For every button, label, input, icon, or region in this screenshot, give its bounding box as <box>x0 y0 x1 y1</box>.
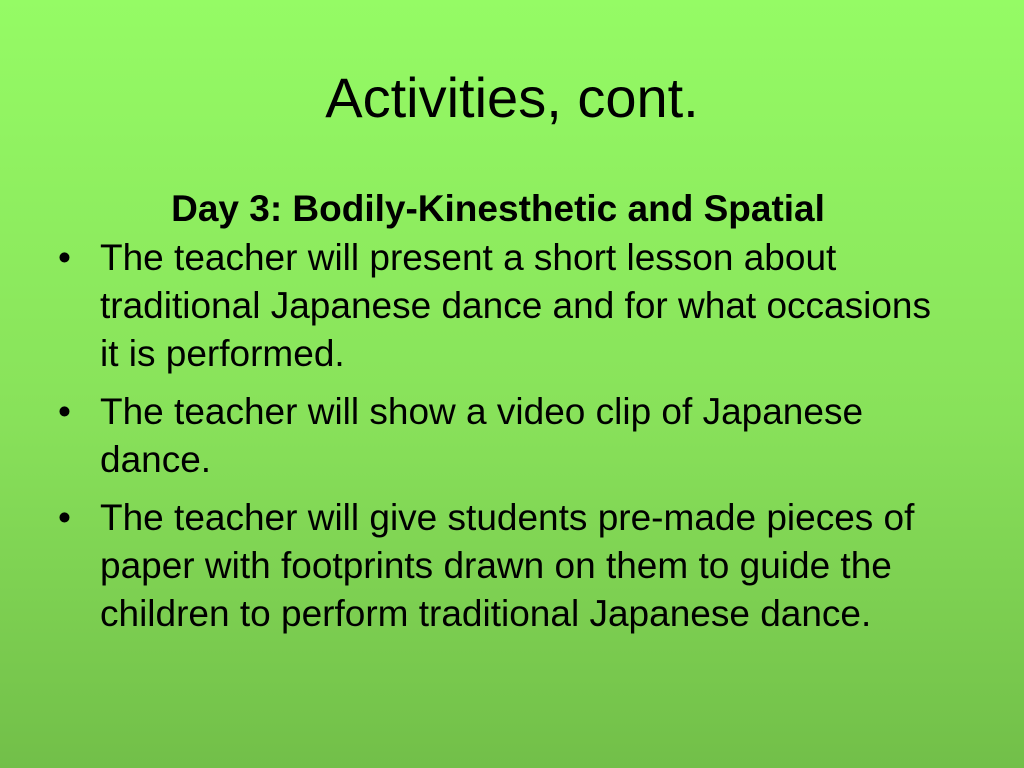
bullet-icon: • <box>58 391 71 432</box>
slide-subtitle: Day 3: Bodily-Kinesthetic and Spatial <box>171 188 825 229</box>
bullet-icon: • <box>58 497 71 538</box>
bullet-item <box>58 494 958 638</box>
slide-body <box>58 186 958 648</box>
bullet-item <box>58 234 958 378</box>
bullet-text: The teacher will present a short lesson about traditional Japanese dance and for what occasions it is performed. <box>100 237 931 374</box>
bullet-text: The teacher will show a video clip of Japanese dance. <box>100 391 864 480</box>
bullet-text: The teacher will give students pre-made pieces of paper with footprints drawn on them to guide the children to perform traditional Japanese dance. <box>100 497 915 634</box>
slide-title: Activities, cont. <box>325 66 699 129</box>
bullet-item <box>58 388 958 484</box>
bullet-list <box>58 234 958 638</box>
bullet-icon: • <box>58 237 71 278</box>
